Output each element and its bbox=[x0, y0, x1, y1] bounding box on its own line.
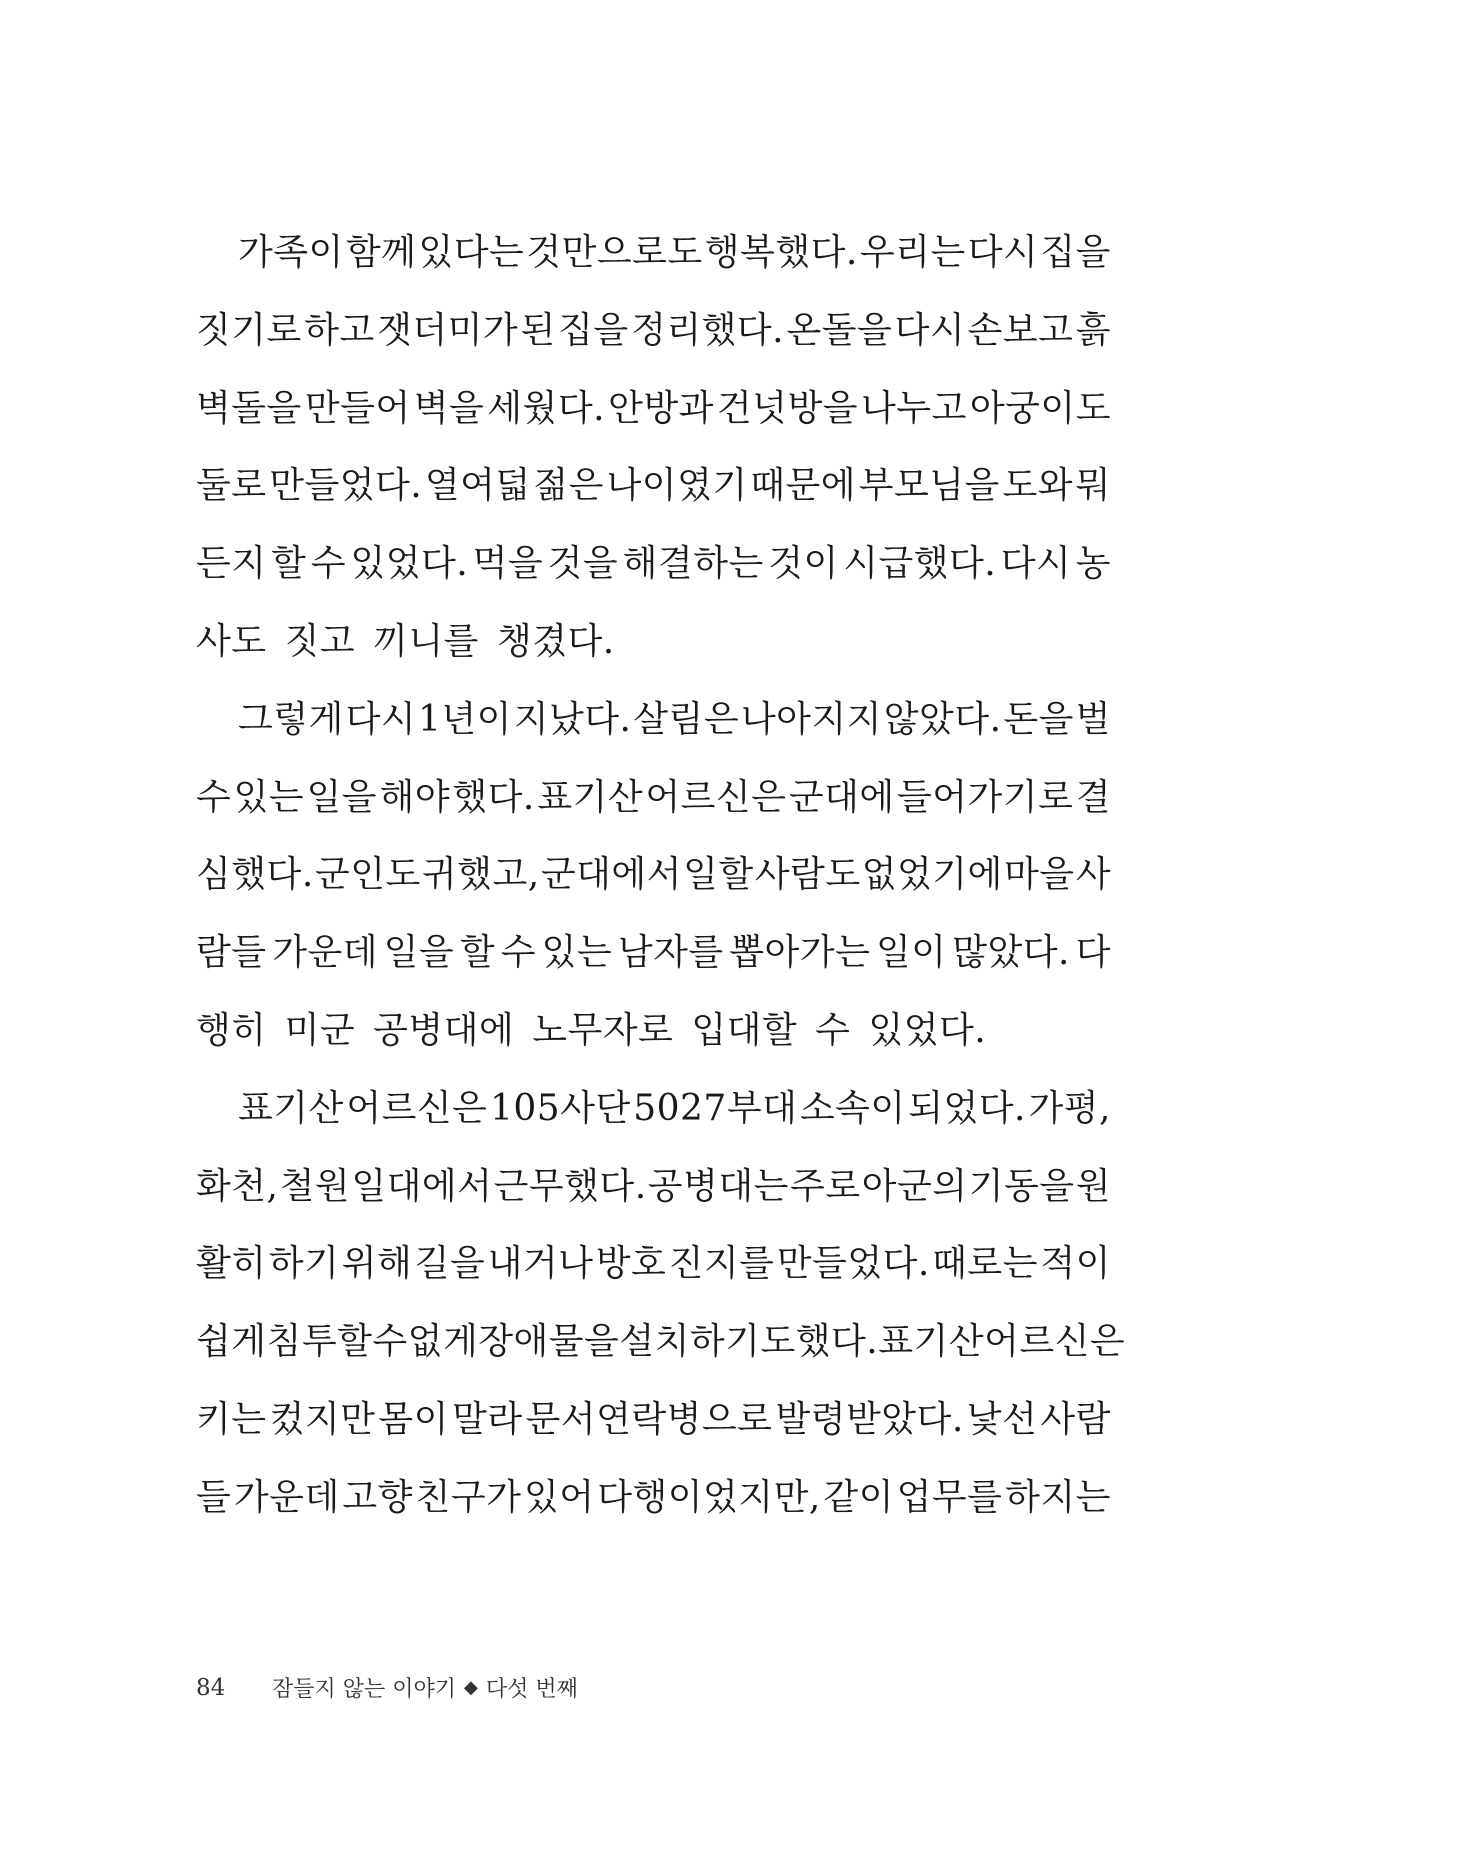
body-text bbox=[196, 214, 1126, 1537]
text-line: 든지 할 수 있었다. 먹을 것을 해결하는 것이 시급했다. 다시 농 bbox=[196, 543, 1111, 585]
text-line: 벽돌을 만들어 벽을 세웠다. 안방과 건넛방을 나누고 아궁이도 bbox=[196, 387, 1111, 429]
text-line: 사도 짓고 끼니를 챙겼다. bbox=[196, 620, 615, 662]
text-line: 둘로 만들었다. 열여덟 젊은 나이였기 때문에 부모님을 도와 뭐 bbox=[196, 465, 1111, 507]
page-footer bbox=[196, 1672, 578, 1703]
text-line: 화천, 철원 일대에서 근무했다. 공병대는 주로 아군의 기동을 원 bbox=[196, 1165, 1111, 1207]
text-line: 수 있는 일을 해야 했다. 표기산 어르신은 군대에 들어가기로 결 bbox=[196, 776, 1111, 818]
text-line: 짓기로 하고 잿더미가 된 집을 정리했다. 온돌을 다시 손보고 흙 bbox=[196, 309, 1111, 351]
page-number: 84 bbox=[196, 1674, 226, 1701]
text-line: 가족이 함께 있다는 것만으로도 행복했다. 우리는 다시 집을 bbox=[238, 232, 1111, 273]
text-line: 심했다. 군인도 귀했고, 군대에서 일할 사람도 없었기에 마을 사 bbox=[196, 854, 1111, 896]
text-line: 들 가운데 고향 친구가 있어 다행이었지만, 같이 업무를 하지는 bbox=[196, 1476, 1111, 1518]
text-line: 행히 미군 공병대에 노무자로 입대할 수 있었다. bbox=[196, 1009, 987, 1051]
text-line: 활히 하기 위해 길을 내거나 방호 진지를 만들었다. 때로는 적이 bbox=[196, 1243, 1111, 1285]
diamond-separator-icon: ◆ bbox=[464, 1677, 478, 1698]
text-line: 쉽게 침투할 수 없게 장애물을 설치하기도 했다. 표기산 어르신은 bbox=[196, 1321, 1126, 1363]
text-line: 키는 컸지만 몸이 말라 문서연락병으로 발령받았다. 낯선 사람 bbox=[196, 1398, 1111, 1440]
book-title: 잠들지 않는 이야기 bbox=[272, 1677, 457, 1702]
text-line: 표기산 어르신은 105사단 5027부대 소속이 되었다. 가평, bbox=[238, 1087, 1111, 1129]
text-line: 람들 가운데 일을 할 수 있는 남자를 뽑아가는 일이 많았다. 다 bbox=[196, 932, 1111, 974]
text-line: 그렇게 다시 1년이 지났다. 살림은 나아지지 않았다. 돈을 벌 bbox=[238, 698, 1111, 740]
volume-label: 다섯 번째 bbox=[485, 1677, 578, 1702]
